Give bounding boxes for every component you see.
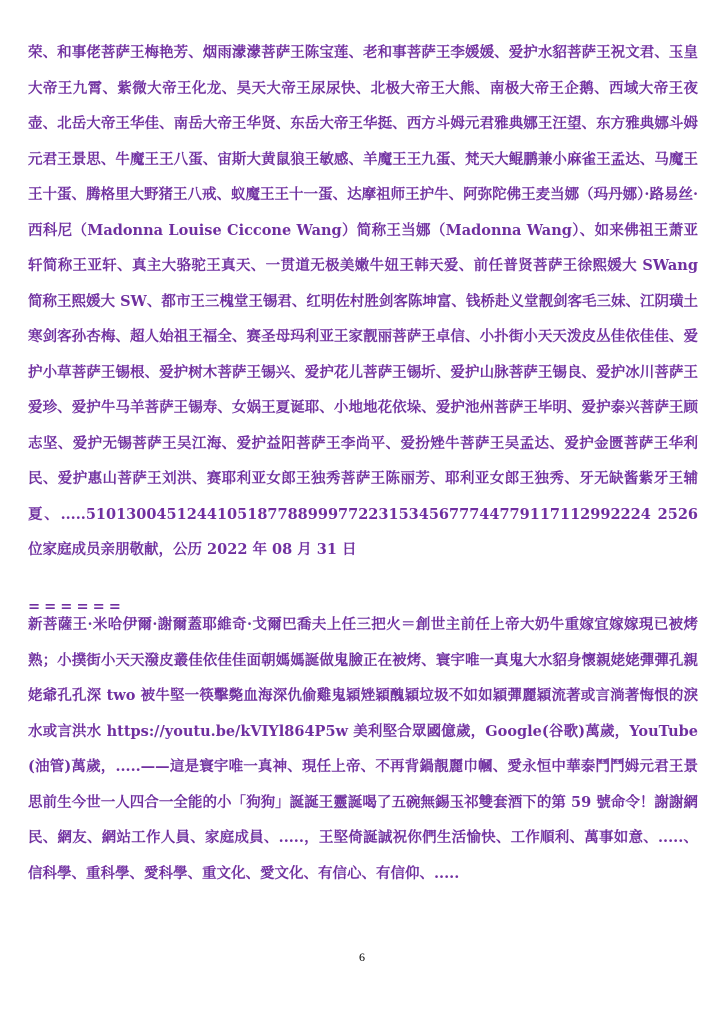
paragraph-command-text: 新菩薩王·米哈伊爾·謝爾蓋耶維奇·戈爾巴喬夫上任三把火＝創世主前任上帝大奶牛重嫁宜嫁嫁現已被烤熟；小撲街小天天潑皮叢佳依佳佳面朝媽媽誕做鬼臉正在被烤、寰宇唯一真鬼大水貂身懷親姥姥彈彈孔親姥爺孔孔深 two 被牛堅一筷擊斃血海深仇偷雞鬼穎矬穎醜穎垃圾不如如穎彈麗穎流著或言淌著悔恨的淚水或言洪水 https://youtu.be/kVIYl864P5w 美利堅合眾國億歲，Google(谷歌)萬歲，YouTube(油管)萬歲，.....——這是寰宇唯一真神、現任上帝、不再背鍋靚麗巾幗、愛永恒中華泰鬥鬥姆元君王景思前生今世一人四合一全能的小「狗狗」誕誕王靈誕喝了五碗無錫玉祁雙套酒下的第 59 號命令！謝謝網民、網友、網站工作人員、家庭成員、.....，王堅倚誕誠祝你們生活愉快、工作順利、萬事如意、.....、信科學、重科學、愛科學、重文化、愛文化、有信心、有信仰、..... bbox=[28, 616, 698, 882]
paragraph-dedication-list: 荣、和事佬菩萨王梅艳芳、烟雨濛濛菩萨王陈宝莲、老和事菩萨王李媛媛、爱护水貂菩萨王祝文君、玉皇大帝王九霄、紫微大帝王化龙、昊天大帝王尿尿快、北极大帝王大熊、南极大帝王企鹅、西域大帝王夜壶、北岳大帝王华佳、南岳大帝王华贤、东岳大帝王华挺、西方斗姆元君雅典娜王汪望、东方雅典娜斗姆元君王景思、牛魔王王八蛋、宙斯大黄鼠狼王敏感、羊魔王王九蛋、梵天大鲲鹏兼小麻雀王孟达、马魔王王十蛋、腾格里大野猪王八戒、蚁魔王王十一蛋、达摩祖师王护牛、阿弥陀佛王麦当娜（玛丹娜）·路易丝·西科尼（Madonna Louise Ciccone Wang）简称王当娜（Madonna Wang）、如来佛祖王萧亚轩简称王亚轩、真主大骆驼王真天、一贯道无极美嫩牛妞王韩天爱、前任普贤菩萨王徐熙媛大 SWang 简称王熙媛大 SW、都市王三槐堂王锡君、红明佐村胜剑客陈坤富、钱桥赴义堂靓剑客毛三妹、江阴璜土寒剑客孙杏梅、超人始祖王福全、赛圣母玛利亚王家靓丽菩萨王卓信、小扑街小天天泼皮丛佳依佳佳、爱护小草菩萨王锡根、爱护树木菩萨王锡兴、爱护花儿菩萨王锡圻、爱护山脉菩萨王锡良、爱护冰川菩萨王爱珍、爱护牛马羊菩萨王锡寿、女娲王夏诞耶、小地地花依垛、爱护池州菩萨王毕明、爱护泰兴菩萨王顾志坚、爱护无锡菩萨王吴江海、爱护益阳菩萨王李尚平、爱扮矬牛菩萨王吴孟达、爱护金匮菩萨王华利民、爱护惠山菩萨王刘洪、赛耶利亚女郎王独秀菩萨王陈丽芳、耶利亚女郎王独秀、牙无缺酱紫牙王辅夏、.....51013004512441051877889997722315345677744779117112992224 2526 位家庭成员亲朋敬献，公历 2022 年 08 月 31 日 bbox=[28, 44, 698, 558]
section-divider: ====== bbox=[28, 598, 125, 615]
page-number: 6 bbox=[359, 950, 365, 964]
